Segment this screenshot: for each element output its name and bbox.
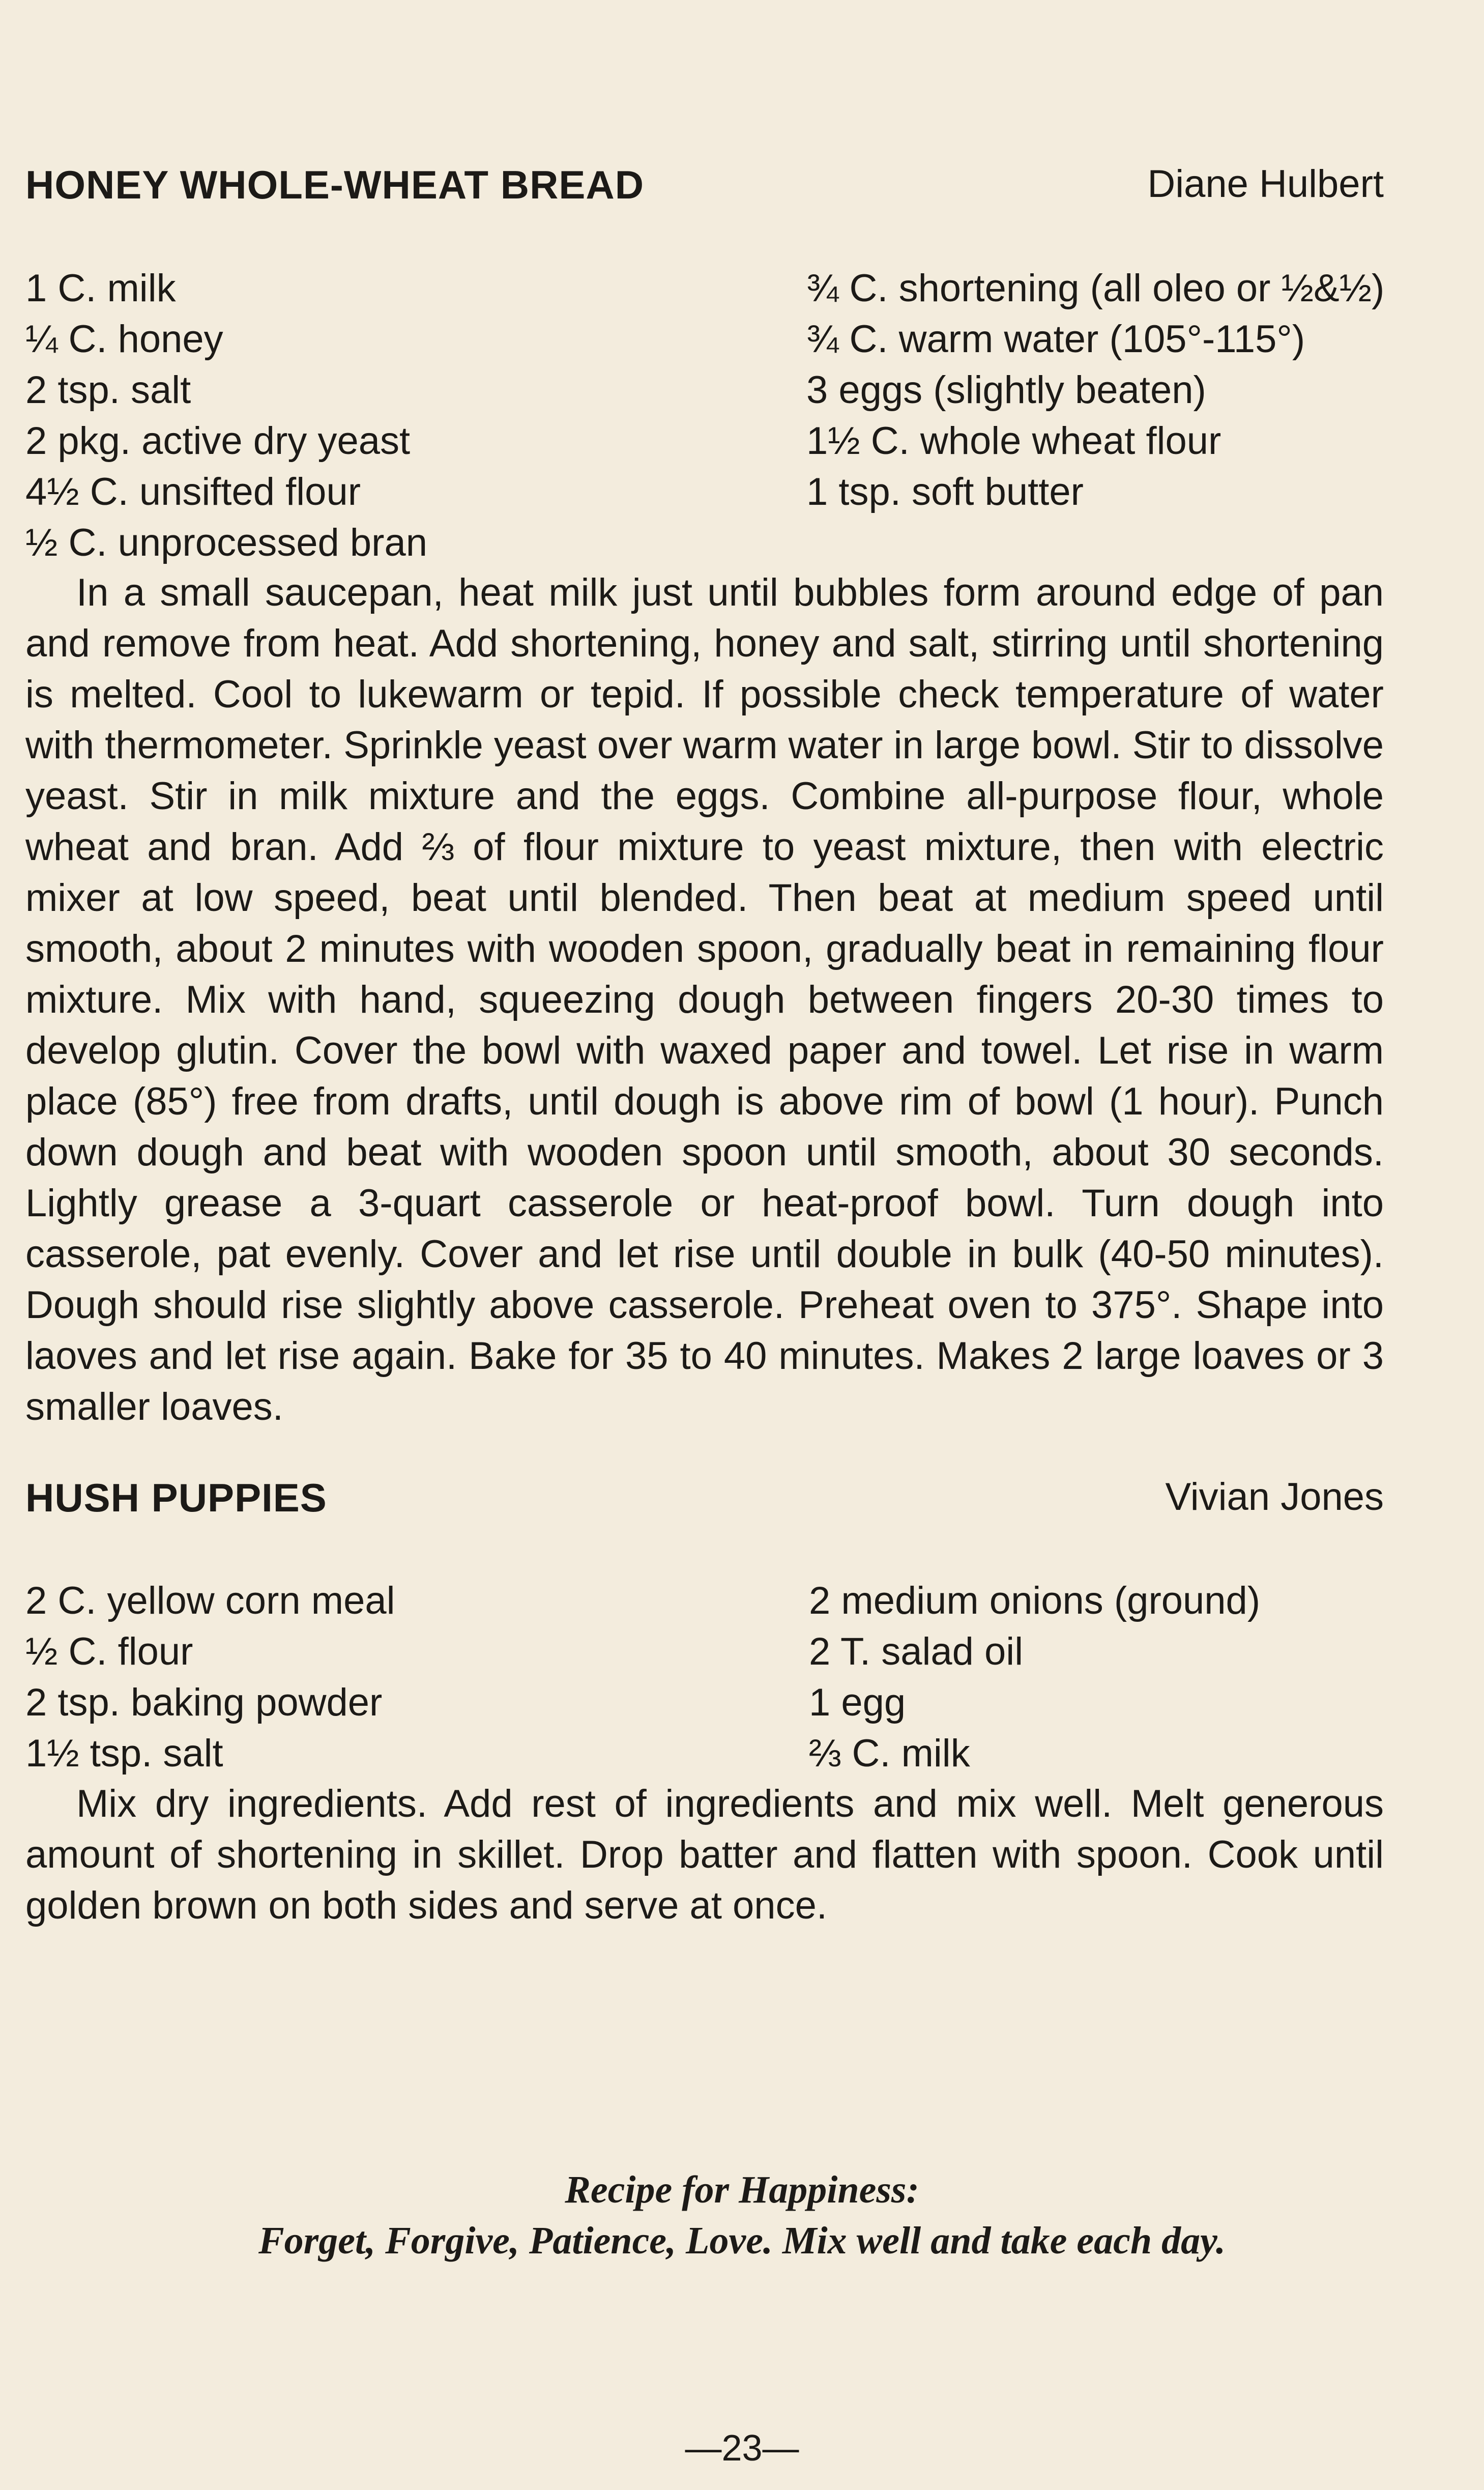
ingredients-left (25, 1576, 395, 1779)
recipe-instructions: In a small saucepan, heat milk just until bubbles form around edge of pan and remove from heat. Add shortening, honey and salt, stirring until shortening is melted. Cool to lukewarm or tepid. If possible check temperature of water with thermometer. Sprinkle yeast over warm water in large bowl. Stir to dissolve yeast. Stir in milk mixture and the eggs. Combine all-purpose flour, whole wheat and bran. Add ⅔ of flour mixture to yeast mixture, then with electric mixer at low speed, beat until blended. Then beat at medium speed until smooth, about 2 minutes with wooden spoon, gradually beat in remaining flour mixture. Mix with hand, squeezing dough between fingers 20-30 times to develop glutin. Cover the bowl with waxed paper and towel. Let rise in warm place (85°) free from drafts, until dough is above rim of bowl (1 hour). Punch down dough and beat with wooden spoon until smooth, about 30 seconds. Lightly grease a 3-quart casserole or heat-proof bowl. Turn dough into casserole, pat evenly. Cover and let rise until double in bulk (40-50 minutes). Dough should rise slightly above casserole. Preheat oven to 375°. Shape into laoves and let rise again. Bake for 35 to 40 minutes. Makes 2 large loaves or 3 smaller loaves. (25, 571, 1384, 1428)
page-number: —23— (685, 2428, 799, 2469)
quote-title: Recipe for Happiness: (565, 2168, 919, 2211)
recipe-author: Diane Hulbert (1147, 162, 1384, 206)
ingredient-item: 1 tsp. soft butter (806, 470, 1084, 513)
ingredient-item: 4½ C. unsifted flour (25, 470, 361, 513)
ingredient-item: ½ C. flour (25, 1630, 193, 1673)
ingredient-item: 1 C. milk (25, 267, 176, 310)
ingredient-item: ¾ C. shortening (all oleo or ½&½) (806, 267, 1385, 310)
ingredient-item: 1½ C. whole wheat flour (806, 419, 1221, 463)
quote-body: Forget, Forgive, Patience, Love. Mix well and take each day. (258, 2219, 1226, 2262)
ingredients-right (809, 1576, 1260, 1779)
ingredient-item: ⅔ C. milk (809, 1732, 970, 1775)
ingredient-item: 3 eggs (slightly beaten) (806, 368, 1206, 412)
recipe-title: HUSH PUPPIES (25, 1475, 327, 1520)
recipe-author: Vivian Jones (1165, 1475, 1384, 1519)
ingredient-item: 1½ tsp. salt (25, 1732, 223, 1775)
ingredient-item: ¾ C. warm water (105°-115°) (806, 318, 1305, 361)
ingredient-item: 2 pkg. active dry yeast (25, 419, 411, 463)
ingredient-item: 2 tsp. salt (25, 368, 191, 412)
ingredient-item: 2 tsp. baking powder (25, 1681, 383, 1724)
recipe-header-hush-puppies (25, 1475, 1384, 1526)
ingredients-left (25, 263, 427, 568)
recipe-instructions: Mix dry ingredients. Add rest of ingredients and mix well. Melt generous amount of shortening in skillet. Drop batter and flatten with spoon. Cook until golden brown on both sides and serve at once. (25, 1782, 1384, 1927)
recipe-header-honey-bread (25, 162, 1384, 213)
recipe-title: HONEY WHOLE-WHEAT BREAD (25, 162, 645, 207)
ingredients-right (806, 263, 1384, 518)
ingredient-item: 2 T. salad oil (809, 1630, 1024, 1673)
ingredient-item: 2 medium onions (ground) (809, 1579, 1261, 1622)
ingredient-item: 2 C. yellow corn meal (25, 1579, 395, 1622)
ingredient-item: ½ C. unprocessed bran (25, 521, 428, 564)
ingredient-item: 1 egg (809, 1681, 906, 1724)
ingredient-item: ¼ C. honey (25, 318, 223, 361)
